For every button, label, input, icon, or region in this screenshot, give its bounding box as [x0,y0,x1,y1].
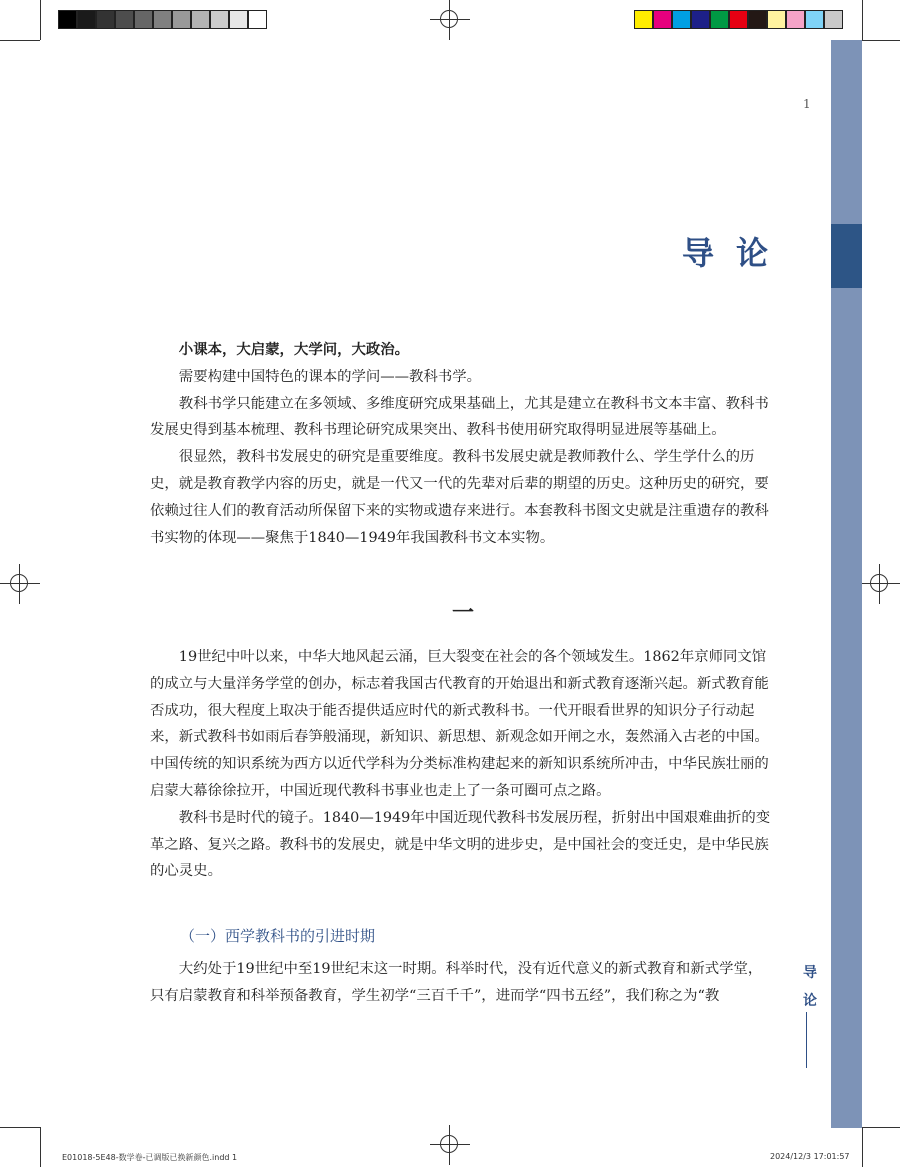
body-paragraph: 19世纪中叶以来，中华大地风起云涌，巨大裂变在社会的各个领域发生。1862年京师同文馆的成立与大量洋务学堂的创办，标志着我国古代教育的开始退出和新式教育逐渐兴起。新式教育能否成功，很大程度上取决于能否提供适应时代的新式教科书。一代开眼看世界的知识分子行动起来，新式教科书如雨后春笋般涌现，新知识、新思想、新观念如开闸之水，轰然涌入古老的中国。中国传统的知识系统为西方以近代学科为分类标准构建起来的新知识系统所冲击，中华民族壮丽的启蒙大幕徐徐拉开，中国近现代教科书事业也走上了一条可圈可点之路。 [150,649,769,799]
registration-mark-left [0,564,40,604]
crop-mark [862,0,863,40]
section-numeral: 一 [452,601,475,626]
intro-paragraph: 教科书学只能建立在多领域、多维度研究成果基础上，尤其是建立在教科书文本丰富、教科书发展史得到基本梳理、教科书理论研究成果突出、教科书使用研究取得明显进展等基础上。 [150,395,769,439]
gray-swatch [96,10,115,29]
gray-swatch [77,10,96,29]
gray-swatch [153,10,172,29]
side-label-top: 导 [803,965,817,981]
page-number: 1 [803,97,811,111]
gray-swatch [210,10,229,29]
color-swatch [691,10,710,29]
crop-mark [0,40,40,41]
gray-swatch [134,10,153,29]
section-one-body [150,644,775,885]
color-swatch [729,10,748,29]
color-calibration-bar [634,10,843,30]
gray-swatch [58,10,77,29]
subsection-body [150,956,775,1010]
crop-mark [0,1127,40,1128]
color-swatch [786,10,805,29]
crop-mark [860,40,900,41]
chapter-title: 导论 [682,234,791,272]
intro-paragraph: 需要构建中国特色的课本的学问——教科书学。 [178,368,482,385]
body-paragraph: 教科书是时代的镜子。1840—1949年中国近现代教科书发展历程，折射出中国艰难曲折的变革之路、复兴之路。教科书的发展史，就是中华文明的进步史，是中国社会的变迁史，是中华民族的心灵史。 [150,809,771,880]
color-swatch [672,10,691,29]
color-swatch [653,10,672,29]
color-swatch [824,10,843,29]
color-swatch [634,10,653,29]
body-paragraph: 大约处于19世纪中至19世纪末这一时期。科举时代，没有近代意义的新式教育和新式学堂，只有启蒙教育和科举预备教育，学生初学“三百千千”，进而学“四书五经”，我们称之为“教 [150,961,763,1004]
subsection-heading: （一）西学教科书的引进时期 [180,927,376,945]
color-swatch [805,10,824,29]
chapter-side-tab [831,40,862,1128]
side-label-bottom: 论 [803,993,817,1009]
gray-swatch [248,10,267,29]
timestamp-slug: 2024/12/3 17:01:57 [770,1152,850,1161]
color-swatch [748,10,767,29]
gray-swatch [229,10,248,29]
file-slug: E01018-5E48-数学卷-已调版已换新颜色.indd 1 [62,1153,238,1162]
chapter-side-tab-marker [831,224,862,288]
crop-mark [40,1127,41,1167]
crop-mark [862,1127,863,1167]
intro-paragraph: 很显然，教科书发展史的研究是重要维度。教科书发展史就是教师教什么、学生学什么的历史，就是教育教学内容的历史，就是一代又一代的先辈对后辈的期望的历史。这种历史的研究，要依赖过往人们的教育活动所保留下来的实物或遗存来进行。本套教科书图文史就是注重遗存的教科书实物的体现——聚焦于1840—1949年我国教科书文本实物。 [150,449,769,546]
intro-section [150,337,775,551]
gray-swatch [172,10,191,29]
color-swatch [710,10,729,29]
color-swatch [767,10,786,29]
gray-swatch [191,10,210,29]
registration-mark-bottom [430,1125,470,1165]
grayscale-calibration-bar [58,10,267,30]
registration-mark-right [860,564,900,604]
gray-swatch [115,10,134,29]
crop-mark [860,1127,900,1128]
side-divider-line [806,1012,807,1068]
intro-lead: 小课本，大启蒙，大学问，大政治。 [178,341,410,358]
crop-mark [40,0,41,40]
registration-mark-top [430,0,470,40]
